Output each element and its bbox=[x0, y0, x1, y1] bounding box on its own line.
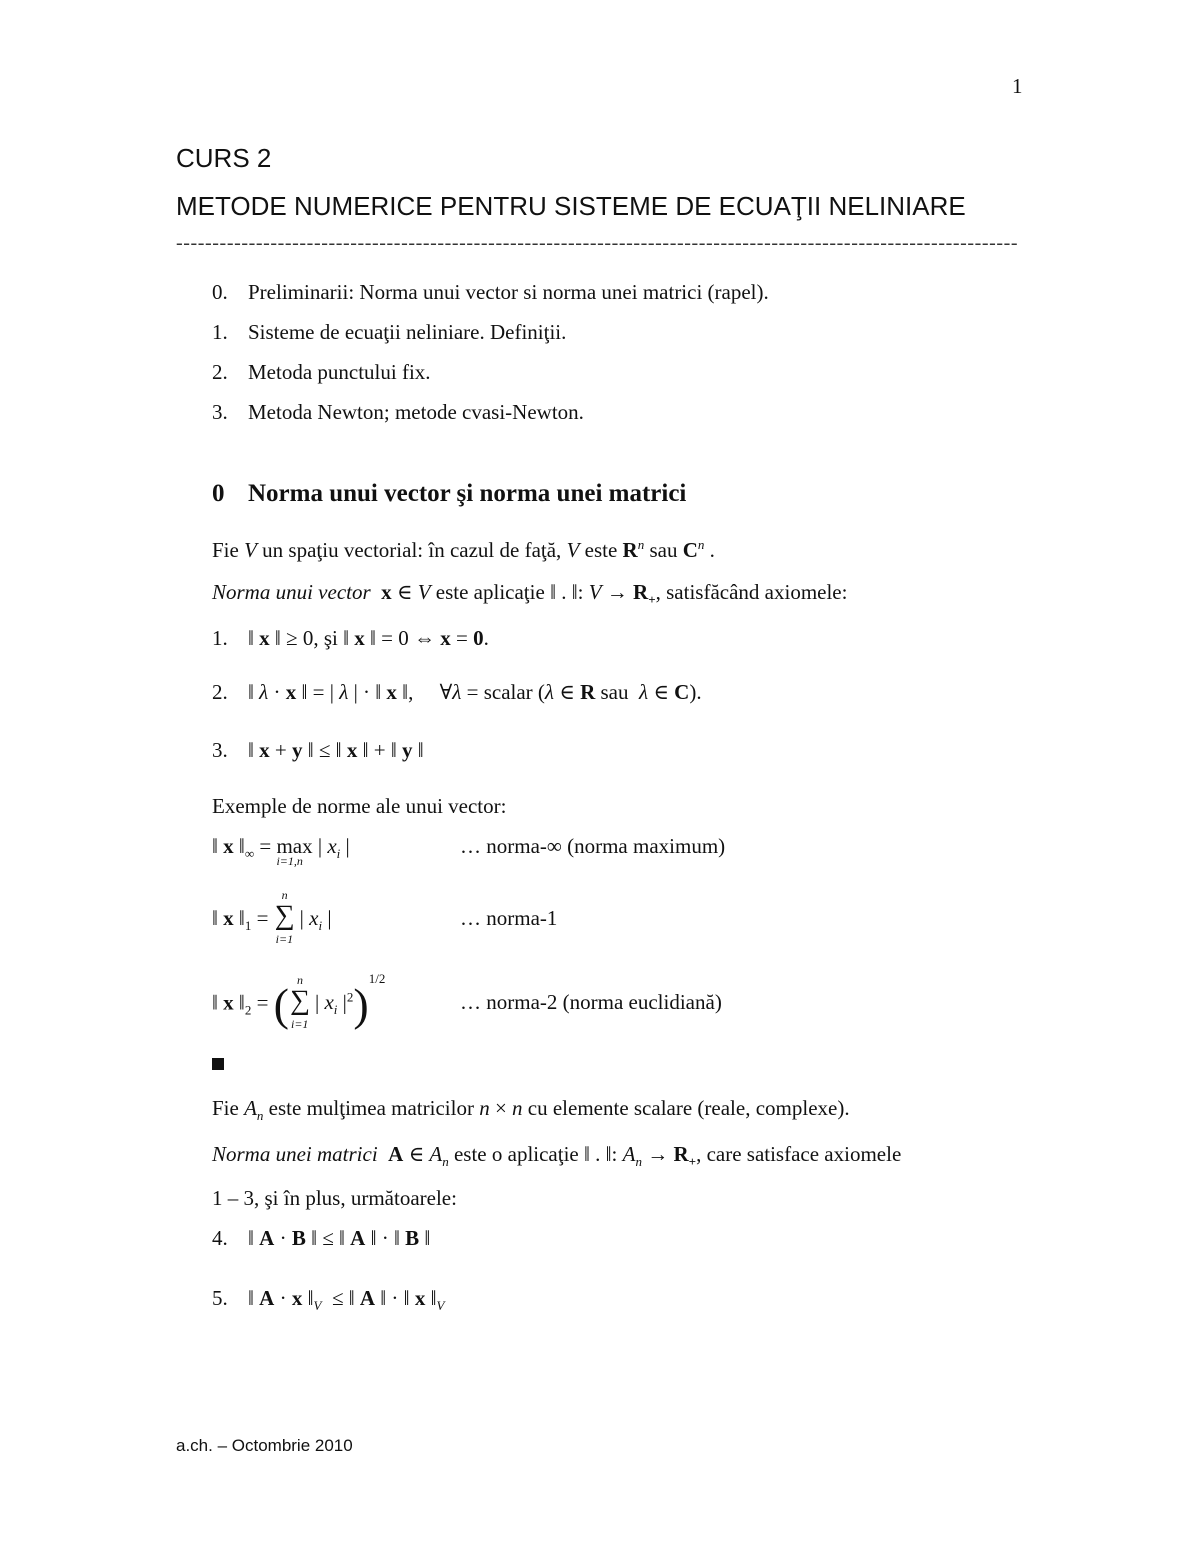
separator-rule: -------------------------------------------------------------------------------------------------------------------- bbox=[176, 232, 1019, 254]
section-heading bbox=[212, 480, 686, 508]
axiom-5: 5. ‖ A · x $‖_V$ ≤ ‖ A ‖ · ‖ x $‖_V$ bbox=[212, 1286, 445, 1314]
norm-2-formula: ‖ x $‖_2$ = ( ∑ n i=1 | $x_i$ $|^2)^{1/2}$ bbox=[212, 971, 386, 1031]
page-number: 1 bbox=[1012, 74, 1023, 98]
matrix-axioms-intro: 1 – 3, şi în plus, următoarele: bbox=[212, 1186, 457, 1210]
toc-text: Preliminarii: Norma unui vector si norma unei matrici (rapel). bbox=[248, 280, 769, 304]
toc-number: 1. bbox=[212, 320, 228, 344]
axiom-2: 2. ‖ λ · x ‖ = | λ | · ‖ x ‖, ∀λ = scalar (λ ∈ R sau λ ∈ C). bbox=[212, 680, 702, 704]
axiom-1: 1. ‖ x ‖ ≥ 0, şi ‖ x ‖ = 0 ⇔ x = 0. bbox=[212, 626, 489, 650]
toc-item-3 bbox=[212, 400, 584, 425]
examples-heading: Exemple de norme ale unui vector: bbox=[212, 794, 507, 818]
vector-norm-definition: Norma unui vector x ∈ V este aplicaţie ‖ . ‖: $V \to R_+$, satisfăcând axiomele: bbox=[212, 580, 848, 608]
course-title: CURS 2 bbox=[176, 143, 272, 173]
section-title: Norma unui vector şi norma unei matrici bbox=[248, 480, 687, 507]
norm-1-formula: ‖ x $‖_1$ = ∑ n i=1 | $x_i$ | bbox=[212, 888, 332, 947]
intro-vector-space: Fie V un spaţiu vectorial: în cazul de faţă, V este $R^n$ sau $C^n$ . bbox=[212, 537, 715, 562]
end-of-proof-square bbox=[212, 1058, 224, 1070]
toc-text: Sisteme de ecuaţii neliniare. Definiţii. bbox=[248, 320, 567, 344]
norm-infinity-desc: … norma-∞ (norma maximum) bbox=[460, 834, 726, 858]
axiom-3: 3. ‖ x + y ‖ ≤ ‖ x ‖ + ‖ y ‖ bbox=[212, 738, 424, 762]
section-number: 0 bbox=[212, 480, 225, 507]
toc-item-2 bbox=[212, 360, 431, 385]
toc-item-1 bbox=[212, 320, 566, 345]
footer: a.ch. – Octombrie 2010 bbox=[176, 1436, 353, 1455]
toc-number: 0. bbox=[212, 280, 228, 304]
toc-item-0 bbox=[212, 280, 769, 305]
matrix-set-definition: Fie $A_n$ este mulţimea matricilor n × n cu elemente scalare (reale, complexe). bbox=[212, 1096, 850, 1124]
norm-infinity-formula: ‖ x $‖_\infty = \max$ i=1,n | $x_i$ | bbox=[212, 834, 350, 868]
toc-text: Metoda punctului fix. bbox=[248, 360, 431, 384]
matrix-norm-definition: Norma unei matrici A ∈ $A_n$ este o aplicaţie ‖ . ‖: $A_n \to R_+$, care satisface axiomele bbox=[212, 1142, 902, 1170]
toc-number: 2. bbox=[212, 360, 228, 384]
toc-text: Metoda Newton; metode cvasi-Newton. bbox=[248, 400, 584, 424]
axiom-4: 4. ‖ A · B ‖ ≤ ‖ A ‖ · ‖ B ‖ bbox=[212, 1226, 431, 1250]
norm-1-desc: … norma-1 bbox=[460, 906, 558, 930]
course-subtitle: METODE NUMERICE PENTRU SISTEME DE ECUAŢII NELINIARE bbox=[176, 191, 966, 221]
norm-2-desc: … norma-2 (norma euclidiană) bbox=[460, 990, 722, 1014]
toc-number: 3. bbox=[212, 400, 228, 424]
